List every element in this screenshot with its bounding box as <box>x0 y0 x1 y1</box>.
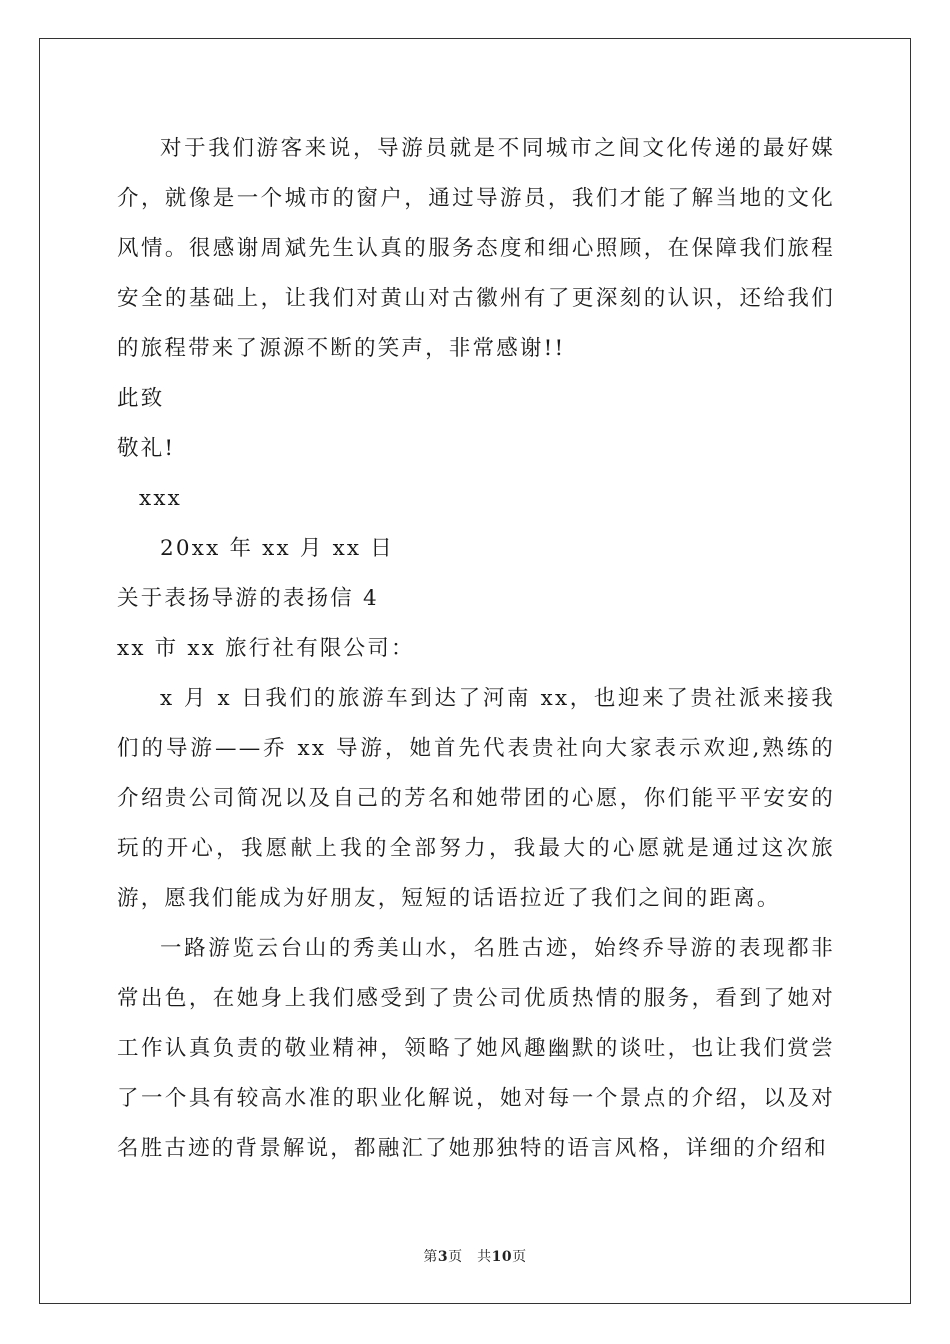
footer-page-mid: 页 共 <box>448 1249 492 1265</box>
letter-date: 20xx 年 xx 月 xx 日 <box>160 536 394 561</box>
document-body <box>117 124 835 1174</box>
paragraph-arrival: x 月 x 日我们的旅游车到达了河南 xx，也迎来了贵社派来接我们的导游——乔 xx 导游，她首先代表贵社向大家表示欢迎,熟练的介绍贵公司简况以及自己的芳名和她带团的心愿，你们能平平安安的玩的开心，我愿献上我的全部努力，我最大的心愿就是通过这次旅游，愿我们能成为好朋友，短短的话语拉近了我们之间的距离。 <box>117 686 835 911</box>
paragraph-guide-thanks: 对于我们游客来说，导游员就是不同城市之间文化传递的最好媒介，就像是一个城市的窗户，通过导游员，我们才能了解当地的文化风情。很感谢周斌先生认真的服务态度和细心照顾，在保障我们旅程安全的基础上，让我们对黄山对古徽州有了更深刻的认识，还给我们的旅程带来了源源不断的笑声，非常感谢!! <box>117 136 835 361</box>
page-footer <box>0 1246 950 1266</box>
closing-cizhi: 此致 <box>117 386 165 411</box>
section-title: 关于表扬导游的表扬信 4 <box>117 586 379 611</box>
footer-page-total: 10 <box>491 1249 513 1265</box>
salutation: xx 市 xx 旅行社有限公司： <box>117 636 415 661</box>
signature: xxx <box>139 486 182 511</box>
footer-page-suffix: 页 <box>512 1249 527 1265</box>
paragraph-tour: 一路游览云台山的秀美山水，名胜古迹，始终乔导游的表现都非常出色，在她身上我们感受到了贵公司优质热情的服务，看到了她对工作认真负责的敬业精神，领略了她风趣幽默的谈吐，也让我们赏尝了一个具有较高水准的职业化解说，她对每一个景点的介绍，以及对名胜古迹的背景解说，都融汇了她那独特的语言风格，详细的介绍和 <box>117 936 835 1161</box>
footer-page-prefix: 第 <box>423 1249 438 1265</box>
closing-jingli: 敬礼! <box>117 436 176 461</box>
footer-page-current: 3 <box>437 1249 449 1265</box>
